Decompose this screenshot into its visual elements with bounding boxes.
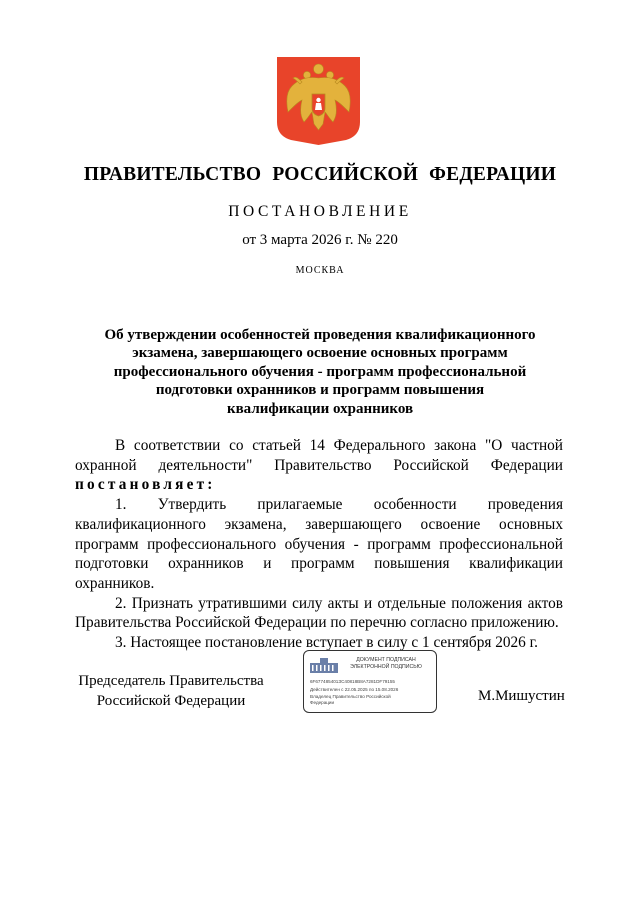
stamp-certificate: 6F677485401ЗС40818В8А7281DF79155 — [310, 679, 395, 684]
signer-position — [66, 672, 276, 711]
city: МОСКВА — [295, 265, 345, 276]
title-line: профессионального обучения - программ профессиональной — [113, 363, 527, 380]
date-number: от 3 марта 2026 г. № 220 — [242, 232, 398, 248]
government-building-icon — [310, 657, 338, 673]
title-line: подготовки охранников и программ повышения — [155, 382, 485, 399]
document-title — [90, 326, 550, 418]
preamble-text: В соответствии со статьей 14 Федерального закона "О частной охранной деятельности" Правительство Российской Федерации — [75, 437, 563, 474]
russian-coat-of-arms-icon — [276, 56, 361, 145]
preamble-paragraph — [75, 436, 563, 495]
signer-position-line: Российской Федерации — [96, 692, 246, 709]
title-line: квалификации охранников — [226, 400, 414, 417]
stamp-owner: Федерации — [310, 700, 335, 705]
signer-position-line: Председатель Правительства — [78, 673, 264, 689]
document-type: ПОСТАНОВЛЕНИЕ — [228, 203, 412, 220]
title-line: экзамена, завершающего освоение основных программ — [132, 345, 508, 362]
title-line: Об утверждении особенностей проведения квалификационного — [104, 327, 536, 343]
signer-name: М.Мишустин — [478, 688, 565, 704]
stamp-heading — [340, 657, 432, 671]
item-2: 2. Признать утратившими силу акты и отдельные положения актов Правительства Российской Федерации по перечню согласно приложению. — [75, 594, 563, 632]
item-1: 1. Утвердить прилагаемые особенности проведения квалификационного экзамена, завершающего освоение основных программ профессионального обучения - программ профессиональной подготовки охранников и программ повышения квалификации охранников. — [75, 496, 563, 592]
stamp-owner: Владелец Правительство Российской — [310, 694, 391, 699]
electronic-signature-stamp — [303, 650, 437, 713]
stamp-heading-line: ЭЛЕКТРОННОЙ ПОДПИСЬЮ — [350, 664, 422, 670]
government-name: ПРАВИТЕЛЬСТВО РОССИЙСКОЙ ФЕДЕРАЦИИ — [83, 164, 557, 185]
stamp-validity: Действителен с 22.05.2025 по 15.08.2026 — [310, 687, 399, 692]
stamp-heading-line: ДОКУМЕНТ ПОДПИСАН — [356, 657, 416, 663]
item-3: 3. Настоящее постановление вступает в силу с 1 сентября 2026 г. — [115, 634, 539, 652]
document-body — [75, 436, 563, 653]
resolves-word: постановляет: — [75, 476, 216, 494]
